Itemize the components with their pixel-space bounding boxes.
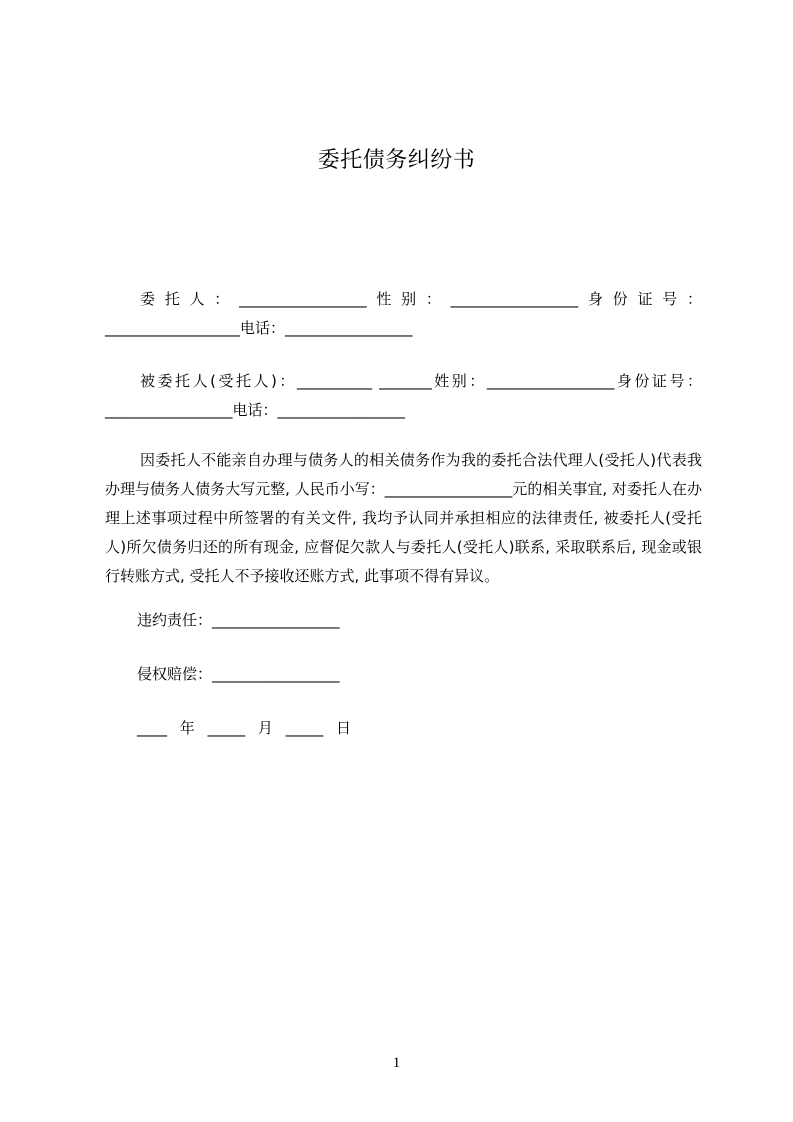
day-label: 日	[335, 719, 351, 737]
breach-liability-line: 违约责任：_________________	[137, 611, 340, 629]
year-label: 年	[179, 719, 195, 737]
infringement-compensation-line: 侵权赔偿：_________________	[137, 665, 340, 683]
page-number: 1	[392, 1055, 401, 1071]
month-blank: _____	[207, 719, 246, 737]
month-label: 月	[257, 719, 273, 737]
date-line	[137, 717, 351, 739]
agent-info-paragraph: 被委托人(受托人)：__________ _______姓别：_________________身份证号：_________________电话：_________________	[105, 372, 702, 419]
authorization-body-paragraph: 因委托人不能亲自办理与债务人的相关债务作为我的委托合法代理人(受托人)代表我办理与债务人债务大写元整, 人民币小写：_________________元的相关事宜, 对委托人在办理上述事项过程中所签署的有关文件, 我均予认同并承担相应的法律责任, 被委托人(受托人)所欠债务归还的所有现金, 应督促欠款人与委托人(受托人)联系, 采取联系后, 现金或银行转账方式, 受托人不予接收还账方式, 此事项不得有异议。	[105, 451, 702, 585]
day-blank: _____	[285, 719, 324, 737]
year-blank: ____	[137, 719, 167, 737]
principal-info-paragraph: 委托人：_________________性别：_________________身份证号：__________________电话：_________________	[105, 290, 702, 337]
document-title: 委托债务纠纷书	[317, 148, 476, 173]
